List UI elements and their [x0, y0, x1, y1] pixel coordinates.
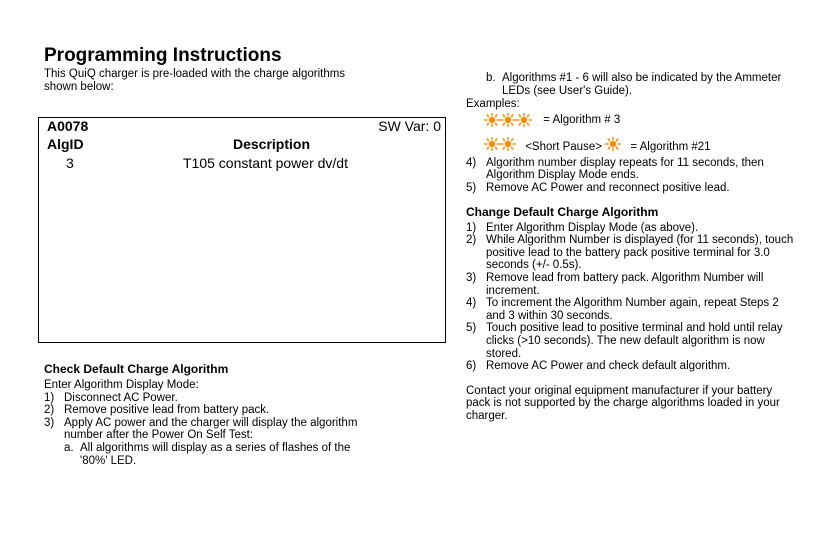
algorithm-table	[38, 117, 446, 343]
short-pause-text: <Short Pause>	[525, 140, 602, 153]
step-text: Algorithm number display repeats for 11 seconds, then Algorithm Display Mode ends.	[486, 156, 764, 182]
list-item	[466, 222, 794, 235]
step-text: Remove positive lead from battery pack.	[64, 404, 270, 417]
col-header-algid: AlgID	[47, 136, 84, 152]
led-flash-icon	[484, 137, 500, 151]
list-item	[466, 272, 794, 297]
check-steps	[44, 392, 374, 442]
sub-step-a	[44, 442, 370, 467]
step-text: Apply AC power and the charger will display the algorithm number after the Power On Self Test:	[64, 416, 358, 442]
led-flash-icon	[500, 113, 516, 127]
table-cell-description: T105 constant power dv/dt	[183, 155, 348, 171]
step-number: 5)	[466, 322, 477, 335]
check-section	[44, 362, 374, 467]
step-text: While Algorithm Number is displayed (for 11 seconds), touch positive lead to the battery pack positive terminal for 3.0 seconds (+/- 0.5s).	[486, 234, 794, 272]
example-1	[484, 113, 801, 131]
step-text: Remove AC Power and check default algorithm.	[486, 360, 731, 373]
step-number: 2)	[466, 234, 477, 247]
list-item	[466, 360, 794, 373]
example-1-text: = Algorithm # 3	[543, 113, 621, 126]
col-header-description: Description	[233, 136, 311, 152]
display-steps	[466, 157, 788, 195]
list-item	[466, 322, 794, 360]
step-number: 4)	[466, 297, 477, 310]
sub-step-text: Algorithms #1 - 6 will also be indicated by the Ammeter LEDs (see User's Guide).	[502, 72, 782, 97]
step-number: 6)	[466, 360, 477, 373]
sub-step-letter: a.	[64, 441, 74, 454]
step-text: Enter Algorithm Display Mode (as above).	[486, 221, 699, 234]
list-item	[44, 404, 374, 417]
contact-text: Contact your original equipment manufacturer if your battery pack is not supported by the charge algorithms loaded in your charger.	[466, 384, 780, 422]
page-title: Programming Instructions	[44, 45, 282, 66]
step-number: 1)	[466, 221, 477, 234]
led-flash-icon	[484, 113, 500, 127]
check-lead: Enter Algorithm Display Mode:	[44, 379, 199, 391]
step-text: To increment the Algorithm Number again, repeat Steps 2 and 3 within 30 seconds.	[486, 297, 779, 322]
change-steps	[466, 222, 794, 373]
list-item	[466, 182, 788, 195]
list-item	[44, 417, 374, 442]
step-text: Touch positive lead to positive terminal and hold until relay clicks (>10 seconds). The new default algorithm is now stored.	[486, 322, 783, 360]
table-cell-algid: 3	[66, 155, 74, 171]
list-item	[466, 234, 794, 272]
step-text: Remove lead from battery pack. Algorithm Number will increment.	[486, 271, 764, 297]
list-item	[466, 297, 794, 322]
list-item	[466, 157, 788, 182]
step-number: 4)	[466, 156, 477, 169]
led-flash-icon	[500, 137, 516, 151]
table-code: A0078	[47, 118, 89, 134]
step-number: 1)	[44, 391, 55, 404]
sub-step-b	[466, 72, 802, 97]
led-flash-icon	[516, 113, 532, 127]
sub-step-letter: b.	[486, 72, 496, 84]
right-column	[466, 72, 801, 422]
led-flash-icon	[605, 137, 621, 151]
step-number: 2)	[44, 404, 55, 417]
step-text: Disconnect AC Power.	[64, 391, 178, 404]
sw-var: SW Var: 0	[378, 118, 441, 134]
step-number: 3)	[44, 416, 55, 429]
check-title: Check Default Charge Algorithm	[44, 362, 229, 376]
step-number: 5)	[466, 181, 477, 194]
change-title: Change Default Charge Algorithm	[466, 204, 659, 219]
intro-text: This QuiQ charger is pre-loaded with the charge algorithms shown below:	[44, 68, 346, 93]
example-2	[484, 137, 801, 155]
examples-label: Examples:	[466, 98, 520, 111]
sub-step-text: All algorithms will display as a series of flashes of the '80%' LED.	[80, 441, 351, 467]
step-number: 3)	[466, 271, 477, 284]
list-item	[44, 392, 374, 405]
example-2-text: = Algorithm #21	[630, 140, 711, 153]
step-text: Remove AC Power and reconnect positive lead.	[486, 181, 730, 194]
